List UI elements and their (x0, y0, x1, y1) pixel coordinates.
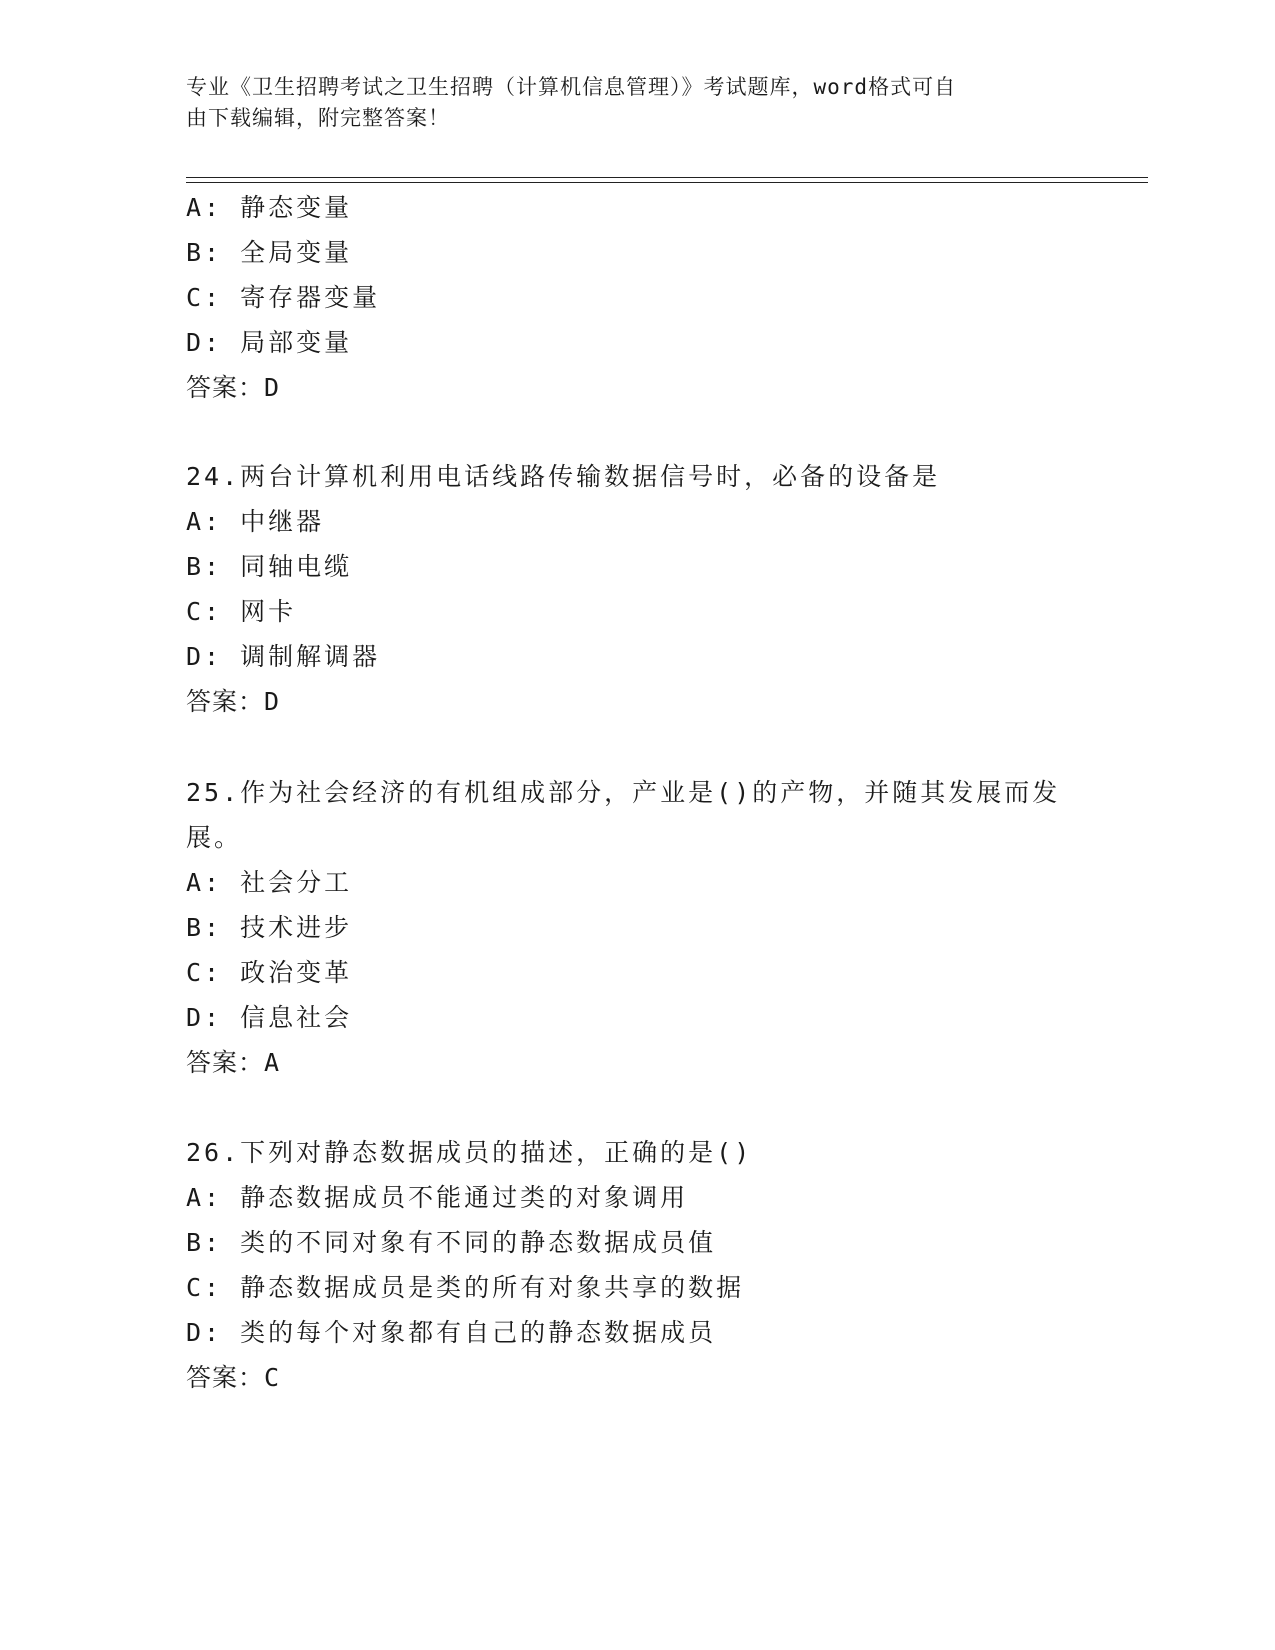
option-a: A: 静态数据成员不能通过类的对象调用 (186, 1183, 689, 1212)
option-c: C: 寄存器变量 (186, 283, 381, 312)
header-line-1: 专业《卫生招聘考试之卫生招聘（计算机信息管理）》考试题库，word格式可自 (186, 75, 957, 99)
document-header (186, 72, 1066, 134)
header-line-2: 由下载编辑，附完整答案！ (186, 106, 450, 130)
option-a: A: 社会分工 (186, 868, 353, 897)
option-a: A: 中继器 (186, 507, 325, 536)
option-c: C: 静态数据成员是类的所有对象共享的数据 (186, 1273, 745, 1302)
question-stem: 26.下列对静态数据成员的描述，正确的是() (186, 1138, 753, 1167)
option-b: B: 类的不同对象有不同的静态数据成员值 (186, 1228, 717, 1257)
header-divider-bottom (186, 182, 1148, 183)
option-b: B: 同轴电缆 (186, 552, 353, 581)
option-d: D: 局部变量 (186, 328, 353, 357)
option-c: C: 网卡 (186, 597, 297, 626)
question-stem-continued: 展。 (186, 823, 243, 852)
option-d: D: 类的每个对象都有自己的静态数据成员 (186, 1318, 717, 1347)
answer-line: 答案：D (186, 687, 281, 716)
question-stem: 25.作为社会经济的有机组成部分，产业是()的产物，并随其发展而发 (186, 778, 1061, 807)
option-b: B: 技术进步 (186, 913, 353, 942)
option-b: B: 全局变量 (186, 238, 353, 267)
header-divider-top (186, 177, 1148, 178)
option-d: D: 信息社会 (186, 1003, 353, 1032)
question-stem: 24.两台计算机利用电话线路传输数据信号时，必备的设备是 (186, 462, 941, 491)
answer-line: 答案：A (186, 1048, 281, 1077)
answer-line: 答案：D (186, 373, 281, 402)
answer-line: 答案：C (186, 1363, 281, 1392)
option-d: D: 调制解调器 (186, 642, 381, 671)
option-c: C: 政治变革 (186, 958, 353, 987)
option-a: A: 静态变量 (186, 193, 353, 222)
